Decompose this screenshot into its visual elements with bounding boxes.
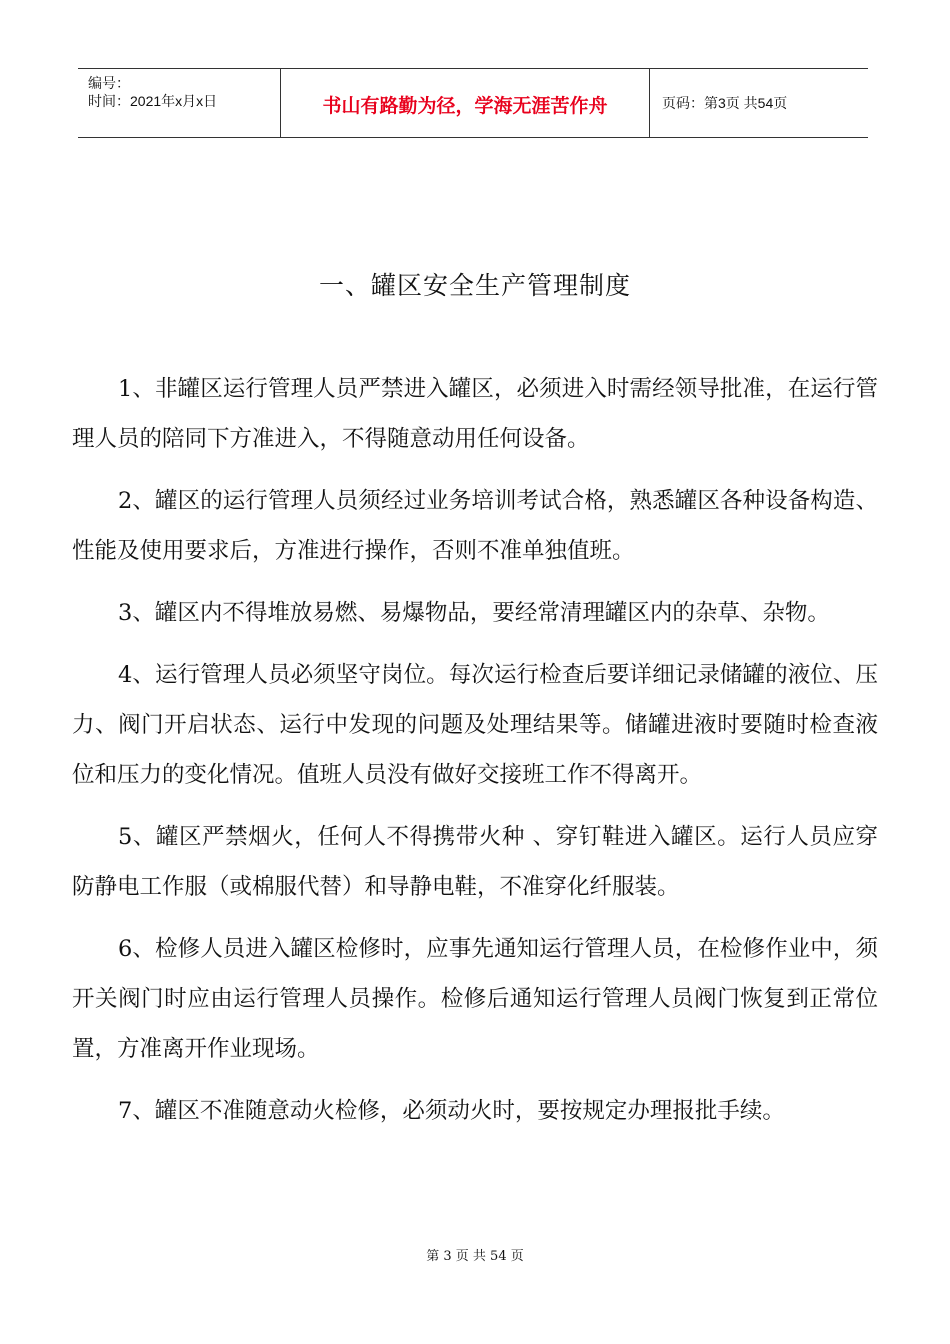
page-footer: 第 3 页 共 54 页 [426,1249,524,1264]
paragraph: 1、非罐区运行管理人员严禁进入罐区，必须进入时需经领导批准，在运行管理人员的陪同下方准进入，不得随意动用任何设备。 [72,376,878,452]
paragraph: 6、检修人员进入罐区检修时，应事先通知运行管理人员，在检修作业中，须开关阀门时应由运行管理人员操作。检修后通知运行管理人员阀门恢复到正常位置，方准离开作业现场。 [72,936,878,1062]
paragraph: 4、运行管理人员必须坚守岗位。每次运行检查后要详细记录储罐的液位、压力、阀门开启状态、运行中发现的问题及处理结果等。储罐进液时要随时检查液位和压力的变化情况。值班人员没有做好交接班工作不得离开。 [72,662,878,788]
document-date-label: 时间：2021年x月x日 [88,93,218,109]
document-body [72,364,878,1148]
document-title: 一、罐区安全生产管理制度 [318,271,631,300]
paragraph: 5、罐区严禁烟火，任何人不得携带火种 、穿钉鞋进入罐区。运行人员应穿防静电工作服（或棉服代替）和导静电鞋，不准穿化纤服装。 [72,824,878,900]
page-header [78,68,868,138]
header-meta [78,69,278,137]
document-number-label: 编号： [88,75,130,91]
header-motto: 书山有路勤为径，学海无涯苦作舟 [322,95,608,117]
paragraph: 2、罐区的运行管理人员须经过业务培训考试合格，熟悉罐区各种设备构造、性能及使用要求后，方准进行操作，否则不准单独值班。 [72,488,878,564]
header-page-cell [650,69,868,137]
paragraph: 7、罐区不准随意动火检修，必须动火时，要按规定办理报批手续。 [118,1098,785,1124]
header-page-info: 页码：第3页 共54页 [662,95,788,111]
paragraph: 3、罐区内不得堆放易燃、易爆物品，要经常清理罐区内的杂草、杂物。 [118,600,830,626]
header-motto-cell [280,69,650,137]
